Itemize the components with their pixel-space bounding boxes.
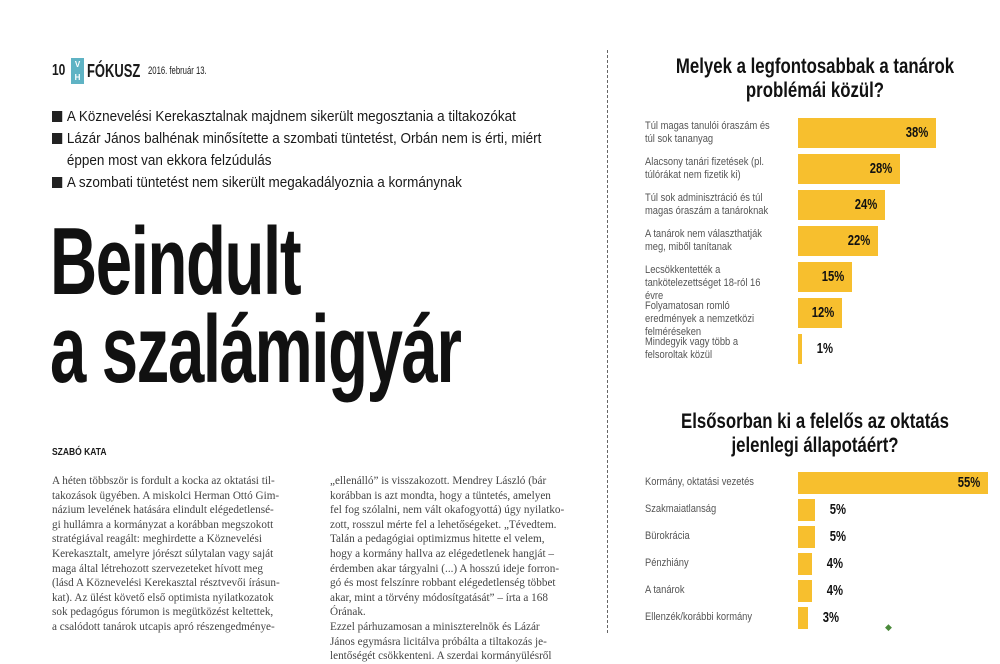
body-text-line: stratégiával reagált: meghirdette a Köznevelési [52,533,262,546]
category-label: Lecsökkentették a tankötelezettséget 18-ról 16 évre [645,264,761,302]
body-text-line: akar, mint a törvény módosítgatását” – írta a 168 [330,591,548,604]
body-text-line: fel fog szólalni, nem vált okafogyottá) úgy nyilatko- [330,504,565,517]
body-text-line: János egymásra licitálva próbálta a tiltakozás je- [330,635,547,648]
category-label: A tanárok [645,584,685,596]
body-text-line: (lásd A Köznevelési Kerekasztal résztvevői írásun- [52,577,280,590]
bar [798,553,812,575]
chart-row [645,154,1000,184]
chart-row [645,298,1000,338]
body-text-line: kat). Az ülést követő első optimista nyilatkozatok [52,591,274,604]
body-text-line: A héten többször is fordult a kocka az oktatási til- [52,475,275,487]
bullet-item: Lázár János balhénak minősítette a szombati tüntetést, Orbán nem is érti, miért éppen most van ekkora felzúdulás [52,128,564,172]
chart-row [645,499,1000,521]
category-label: Szakmaiatlanság [645,503,717,515]
chart-row [645,526,1000,548]
value-label: 22% [847,232,871,249]
chart-title: Melyek a legfontosabbak a tanárok problémái közül? [675,55,955,102]
body-text-line: korábban is azt mondta, hogy a tüntetés, amelyen [330,489,551,502]
body-text-line: a csalódott tanárok utcapis apró részengedménye- [52,620,275,633]
issue-date: 2016. február 13. [148,65,207,77]
category-label: Túl magas tanulói óraszám és túl sok tananyag [645,120,770,145]
chart-row [645,226,1000,256]
category-label: Alacsony tanári fizetések (pl. túlórákat nem fizetik ki) [645,156,765,181]
category-label: A tanárok nem választhatják meg, miből tanítanak [645,228,762,253]
value-label: 4% [826,555,843,572]
bar [798,499,815,521]
headline-line: Beindult [50,208,301,315]
logo-letter: V [74,59,81,69]
value-label: 1% [816,340,833,357]
logo-letter: H [74,72,81,82]
chart-row [645,553,1000,575]
body-text-line: zott, rosszul mérte fel a lehetőségeket. „Tévedtem. [330,518,557,531]
bullet-item: A szombati tüntetést nem sikerült megakadályoznia a kormánynak [52,172,564,194]
value-label: 55% [957,474,981,491]
body-text-line: „ellenálló” is visszakozott. Mendrey László (bár [330,475,547,487]
page-header [52,58,232,84]
value-label: 28% [869,160,892,177]
value-label: 4% [826,582,843,599]
value-label: 5% [829,528,847,545]
body-text-line: hogy a kormány hallva az elégedetlenek hangját – [330,547,554,560]
category-label: Pénzhiány [645,557,689,569]
value-label: 15% [822,268,845,285]
summary-bullets [52,106,564,194]
page-number: 10 [52,62,66,79]
bar [798,607,808,629]
value-label: 24% [854,196,878,213]
headline-line: a szalámigyár [50,296,461,403]
publication-logo [71,58,84,84]
bullet-item: A Köznevelési Kerekasztalnak majdnem sikerült megosztania a tiltakozókat [52,106,564,128]
body-text-line: érdemben akar tárgyalni (...) A hosszú ideje forron- [330,562,560,575]
chart-row [645,262,1000,302]
chart-row [645,472,1000,494]
source-logo: ◆ [885,622,892,632]
value-label: 5% [829,501,847,518]
category-label: Túl sok adminisztráció és túl magas óraszám a tanároknak [645,192,769,217]
body-text-line: Talán a pedagógiai optimizmus hitette el velem, [330,533,545,546]
body-text-line: Kerekasztalt, amelyre jórészt súlytalan vagy saját [52,547,274,560]
chart-row [645,334,1000,364]
chart-row [645,607,1000,629]
column-divider [607,50,608,633]
body-text-line: názium levelének hatására elindult elégedetlensé- [52,504,274,517]
value-label: 12% [811,304,834,321]
category-label: Mindegyik vagy több a felsoroltak közül [645,336,739,361]
value-label: 3% [823,609,840,626]
body-text-line: gi hullámra a kormányzat a korábban megszokott [52,518,274,531]
bar [798,580,812,602]
body-text-line: takozások ügyében. A miskolci Herman Ottó Gim- [52,489,280,502]
category-label: Bürokrácia [645,530,690,542]
category-label: Kormány, oktatási vezetés [645,476,754,488]
chart-title: Elsősorban ki a felelős az oktatás jelenlegi állapotáért? [681,410,949,457]
bar [798,526,815,548]
section-name: FÓKUSZ [87,60,141,81]
headline [50,208,461,403]
body-text-line: gó és most felszínre robbant elégedetlenség többet [330,577,556,590]
chart-row [645,118,1000,148]
body-text-line: Órának. [330,606,366,619]
bar [798,334,802,364]
chart-row [645,190,1000,220]
category-label: Folyamatosan romló eredmények a nemzetközi felméréseken [645,300,755,338]
body-text-line: maga által létrehozott szervezeteket hívott meg [52,562,263,575]
value-label: 38% [905,124,929,141]
body-column-2 [330,474,596,664]
category-label: Ellenzék/korábbi kormány [645,611,753,623]
body-column-1 [52,474,297,635]
body-text-line: sok pedagógus fórumon is megütközést keltettek, [52,606,274,619]
chart-row [645,580,1000,602]
byline: SZABÓ KATA [52,447,107,458]
body-text-line: lentőségét csökkenteni. A szerdai kormányülésről [330,650,552,663]
body-text-line: Ezzel párhuzamosan a miniszterelnök és Lázár [330,620,540,633]
